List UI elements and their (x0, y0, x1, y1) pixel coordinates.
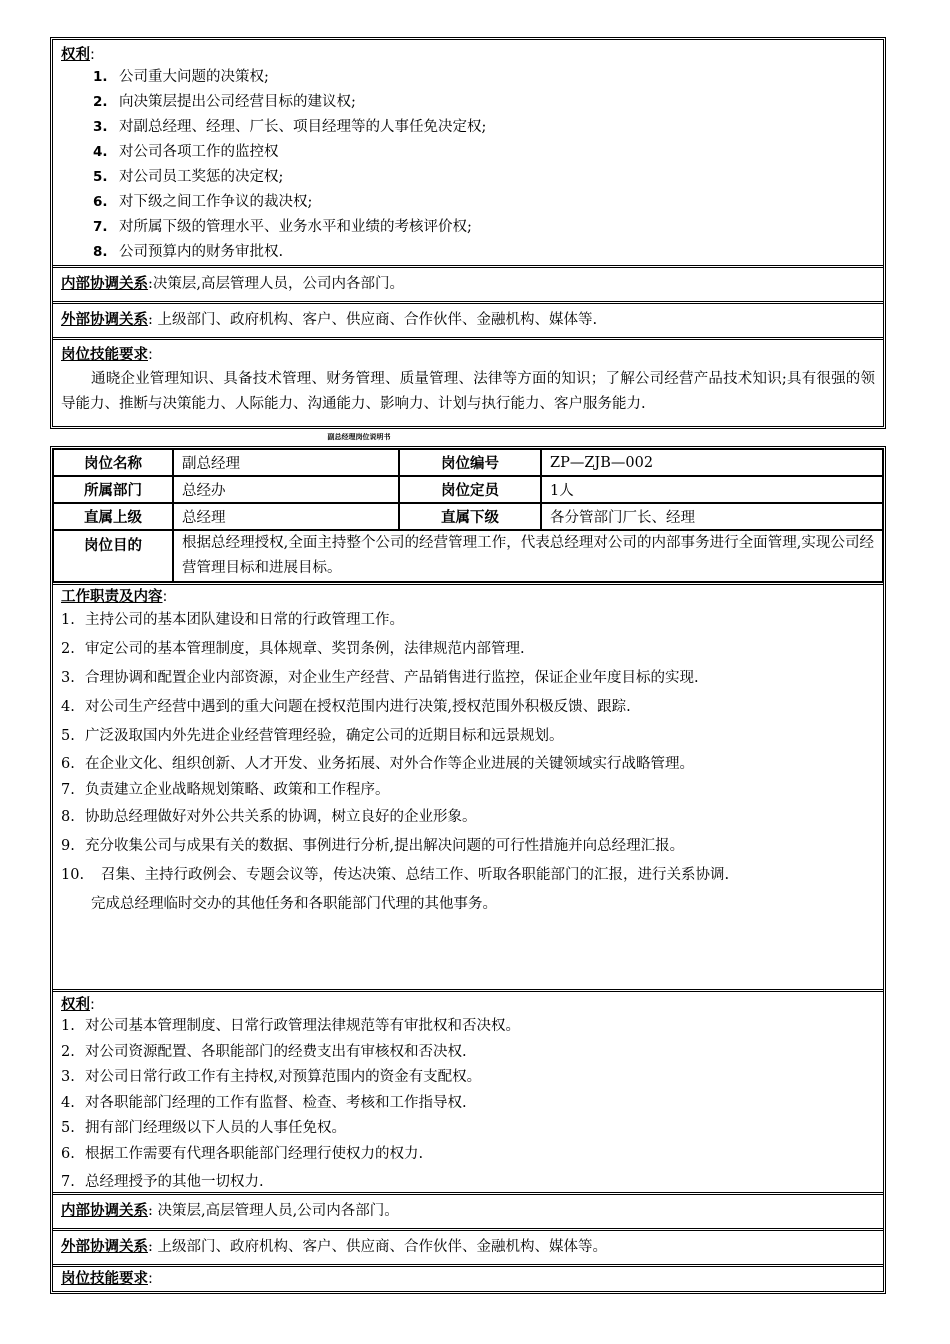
top-continuation-box (50, 37, 886, 429)
skills-section-2: 岗位技能要求: (61, 1271, 153, 1287)
dept-label: 所属部门 (53, 476, 173, 503)
rights2-list (61, 1014, 875, 1197)
superior-label: 直属上级 (53, 503, 173, 530)
external-relations-label: 外部协调关系 (61, 312, 148, 328)
table-row (53, 503, 883, 530)
subordinate-value: 各分管部门厂长、经理 (541, 503, 883, 530)
list-item: 5. 广泛汲取国内外先进企业经营管理经验，确定公司的近期目标和远景规划。 (61, 728, 564, 744)
external-relations-label: 外部协调关系 (61, 1239, 148, 1255)
purpose-label: 岗位目的 (53, 530, 173, 582)
external-relations-text: : 上级部门、政府机构、客户、供应商、合作伙伴、金融机构、媒体等. (148, 312, 598, 328)
list-item: 4. 对公司生产经营中遇到的重大问题在授权范围内进行决策,授权范围外积极反馈、跟踪. (61, 699, 631, 715)
list-item: 1. 公司重大问题的决策权; (93, 69, 269, 85)
list-item: 4. 对各职能部门经理的工作有监督、检查、考核和工作指导权. (61, 1094, 467, 1111)
purpose-value: 根据总经理授权,全面主持整个公司的经营管理工作，代表总经理对公司的内部事务进行全面管理,实现公司经营管理目标和进展目标。 (173, 530, 883, 582)
rights-heading: 权利 (61, 47, 90, 63)
list-item: 1. 对公司基本管理制度、日常行政管理法律规范等有审批权和否决权。 (61, 1018, 520, 1034)
list-item: 5. 拥有部门经理级以下人员的人事任免权。 (61, 1120, 346, 1136)
skills-text: 通晓企业管理知识、具备技术管理、财务管理、质量管理、法律等方面的知识；了解公司经营产品技术知识;具有很强的领导能力、推断与决策能力、人际能力、沟通能力、影响力、计划与执行能力、客户服务能力. (61, 371, 875, 412)
list-item: 1. 主持公司的基本团队建设和日常的行政管理工作。 (61, 612, 404, 628)
list-item: 10. 召集、主持行政例会、专题会议等，传达决策、总结工作、听取各职能部门的汇报，进行关系协调. (61, 867, 730, 883)
list-item: 2. 审定公司的基本管理制度，具体规章、奖罚条例，法律规范内部管理. (61, 641, 525, 657)
list-item: 7. 总经理授予的其他一切权力. (61, 1174, 264, 1190)
external-relations-text: : 上级部门、政府机构、客户、供应商、合作伙伴、金融机构、媒体等。 (148, 1239, 607, 1255)
superior-value: 总经理 (173, 503, 399, 530)
list-item: 6. 在企业文化、组织创新、人才开发、业务拓展、对外合作等企业进展的关键领域实行战略管理。 (61, 756, 694, 772)
internal-relations-text: :决策层,高层管理人员，公司内各部门。 (148, 276, 404, 292)
duties-list (61, 606, 875, 919)
skills-section: 岗位技能要求: 通晓企业管理知识、具备技术管理、财务管理、质量管理、法律等方面的知识；了解公司经营产品技术知识;具有很强的领导能力、推断与决策能力、人际能力、沟通能力、影响力、计划与执行能力、客户服务能力. (53, 340, 883, 426)
internal-relations-section-2 (53, 1195, 883, 1231)
list-item: 2. 对公司资源配置、各职能部门的经费支出有审核权和否决权. (61, 1043, 467, 1060)
list-item: 3. 对副总经理、经理、厂长、项目经理等的人事任免决定权; (93, 119, 487, 135)
internal-relations-label: 内部协调关系 (61, 1203, 148, 1219)
list-item: 7. 对所属下级的管理水平、业务水平和业绩的考核评价权; (93, 219, 472, 235)
list-item: 3. 对公司日常行政工作有主持权,对预算范围内的资金有支配权。 (61, 1069, 482, 1085)
internal-relations-text: : 决策层,高层管理人员,公司内各部门。 (148, 1203, 399, 1219)
post-name-label: 岗位名称 (53, 449, 173, 476)
table-row (53, 476, 883, 503)
list-item: 6. 根据工作需要有代理各职能部门经理行使权力的权力. (61, 1145, 424, 1162)
subordinate-label: 直属下级 (399, 503, 541, 530)
post-name-value: 副总经理 (173, 449, 399, 476)
rights-list (61, 65, 875, 265)
list-item: 5. 对公司员工奖惩的决定权; (93, 169, 284, 185)
document-caption: 副总经理岗位说明书 (327, 433, 391, 441)
list-item: 4. 对公司各项工作的监控权 (93, 144, 279, 160)
skills-label: 岗位技能要求 (61, 1271, 148, 1287)
list-item: 2. 向决策层提出公司经营目标的建议权; (93, 94, 356, 110)
list-item: 6. 对下级之间工作争议的裁决权; (93, 194, 313, 210)
external-relations-section (53, 304, 883, 340)
internal-relations-label: 内部协调关系 (61, 276, 148, 292)
list-item: 9. 充分收集公司与成果有关的数据、事例进行分析,提出解决问题的可行性措施并向总经理汇报。 (61, 838, 685, 854)
table-row (53, 530, 883, 582)
job-description-box (50, 446, 886, 1294)
list-item: 7. 负责建立企业战略规划策略、政策和工作程序。 (61, 782, 390, 798)
list-item: 3. 合理协调和配置企业内部资源，对企业生产经营、产品销售进行监控，保证企业年度目标的实现. (61, 670, 699, 686)
post-code-value: ZP—ZJB—002 (541, 449, 883, 476)
dept-value: 总经办 (173, 476, 399, 503)
internal-relations-section (53, 268, 883, 304)
rights-section: 权利: 1. 公司重大问题的决策权; 2. 向决策层提出公司经营目标的建议权; 3. 对副总经理、经理、厂长、项目经理等的人事任免决定权; 4. 对公司各项工作的监控权 5. 对公司员工奖惩的决定权; 6. 对下级之间工作争议的裁决权; 7. 对所属下级的管理水平、业务水平和业绩的考核评价权; 8. 公司预算内的财务审批权. (53, 40, 883, 268)
list-item: 8. 公司预算内的财务审批权. (93, 244, 284, 260)
rights2-heading: 权利 (61, 997, 90, 1013)
list-item: 8. 协助总经理做好对外公共关系的协调，树立良好的企业形象。 (61, 809, 477, 825)
post-code-label: 岗位编号 (399, 449, 541, 476)
table-row (53, 449, 883, 476)
quota-value: 1人 (541, 476, 883, 503)
rights2-section: 权利: 1. 对公司基本管理制度、日常行政管理法律规范等有审批权和否决权。 2. 对公司资源配置、各职能部门的经费支出有审核权和否决权. 3. 对公司日常行政工作有主持权,对预算范围内的资金有支配权。 4. 对各职能部门经理的工作有监督、检查、考核和工作指导权. 5. 拥有部门经理级以下人员的人事任免权。 6. 根据工作需要有代理各职能部门经理行使权力的权力. 7. 总经理授予的其他一切权力. (53, 992, 883, 1195)
duties-section: 工作职责及内容: 1. 主持公司的基本团队建设和日常的行政管理工作。 2. 审定公司的基本管理制度，具体规章、奖罚条例，法律规范内部管理. 3. 合理协调和配置企业内部资源，对企业生产经营、产品销售进行监控，保证企业年度目标的实现. 4. 对公司生产经营中遇到的重大问题在授权范围内进行决策,授权范围外积极反馈、跟踪. 5. 广泛汲取国内外先进企业经营管理经验，确定公司的近期目标和远景规划。 6. 在企业文化、组织创新、人才开发、业务拓展、对外合作等企业进展的关键领域实行战略管理。 7. 负责建立企业战略规划策略、政策和工作程序。 8. 协助总经理做好对外公共关系的协调，树立良好的企业形象。 9. 充分收集公司与成果有关的数据、事例进行分析,提出解决问题的可行性措施并向总经理汇报。 10. 召集、主持行政例会、专题会议等，传达决策、总结工作、听取各职能部门的汇报，进行关系协调. 完成总经理临时交办的其他任务和各职能部门代理的其他事务。 (53, 582, 883, 992)
duties-extra: 完成总经理临时交办的其他任务和各职能部门代理的其他事务。 (91, 896, 497, 912)
quota-label: 岗位定员 (399, 476, 541, 503)
job-info-table (53, 449, 883, 582)
skills-label: 岗位技能要求 (61, 347, 148, 363)
duties-heading: 工作职责及内容 (61, 589, 163, 605)
external-relations-section-2 (53, 1231, 883, 1267)
